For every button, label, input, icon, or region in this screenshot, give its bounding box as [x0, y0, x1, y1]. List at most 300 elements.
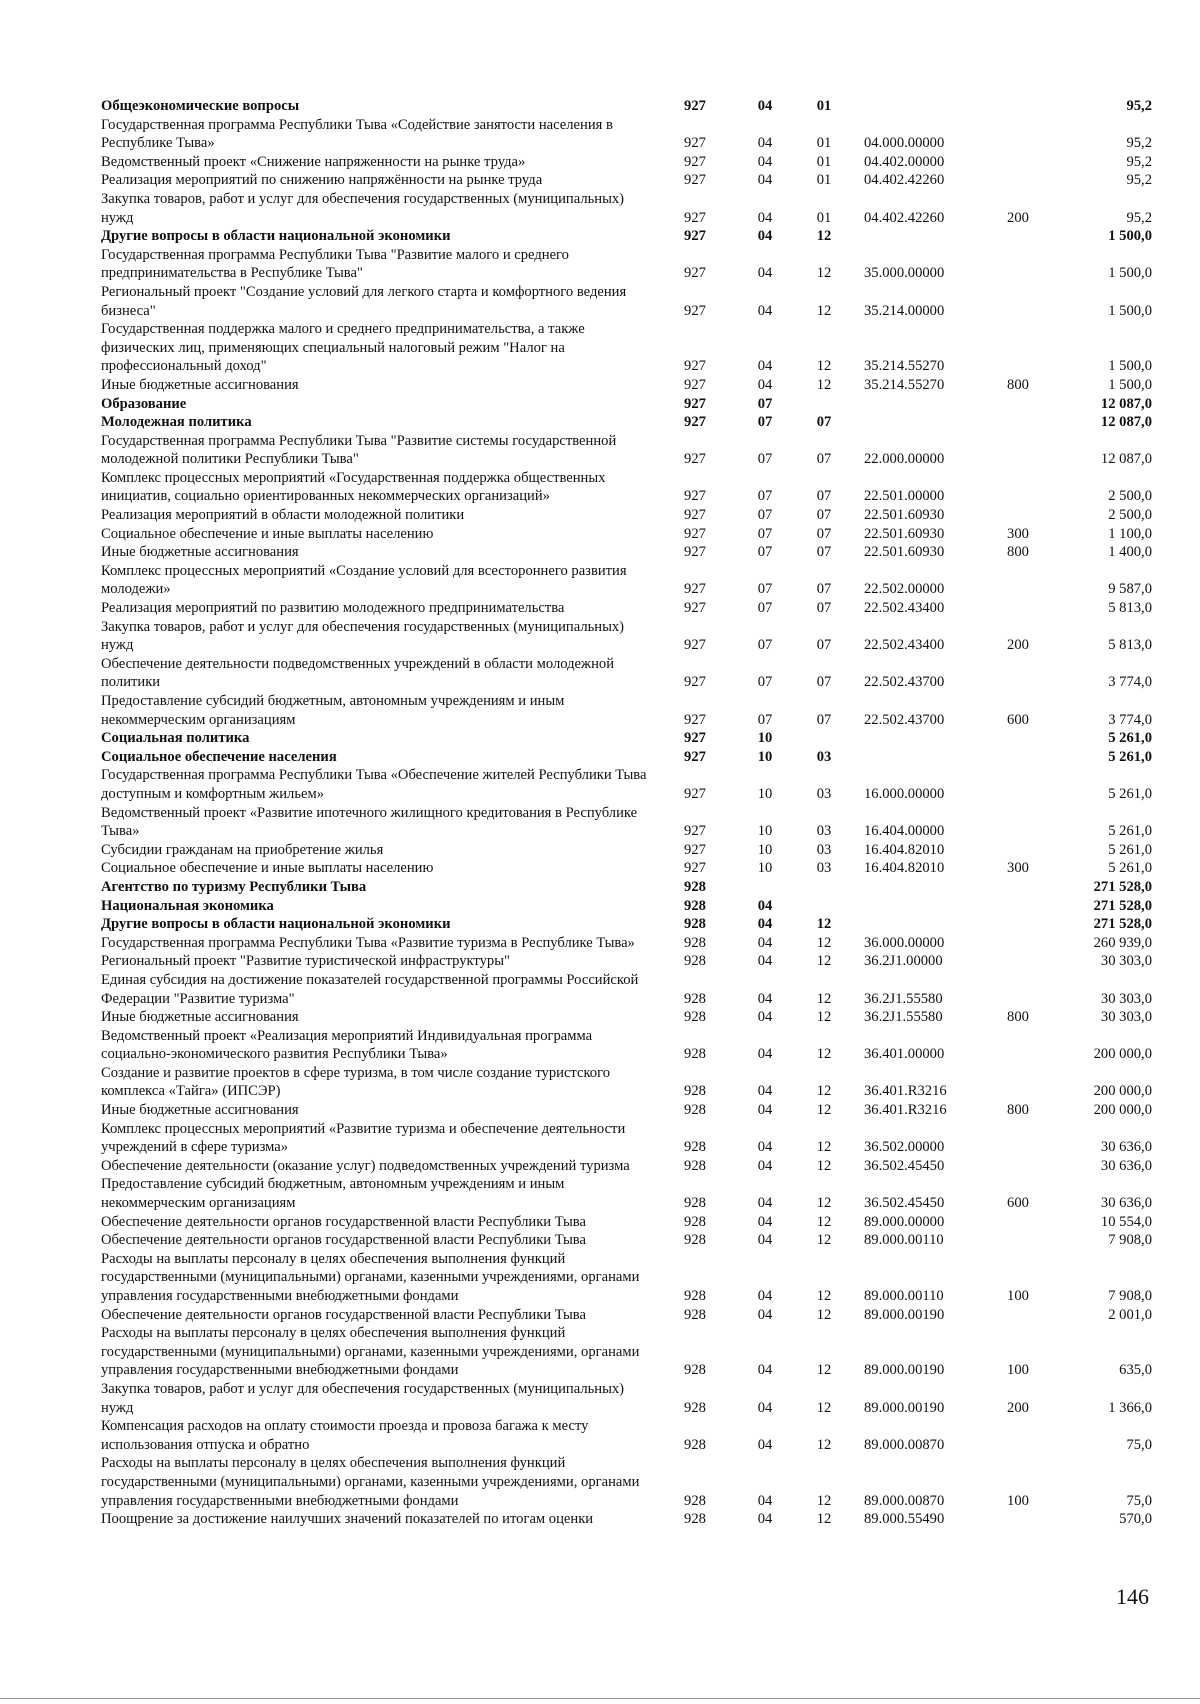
row-expense-type: [984, 1510, 1052, 1529]
row-target-article: 35.214.00000: [864, 302, 945, 319]
row-amount: 2 500,0: [1108, 488, 1152, 505]
row-name: Реализация мероприятий по снижению напряжённости на рынке труда: [101, 172, 543, 189]
row-target-article: 22.502.43700: [864, 711, 945, 728]
row-ministry-code: 928: [684, 990, 706, 1007]
row-section-code: 07: [757, 395, 773, 412]
table-row: [101, 859, 1152, 878]
row-name: Поощрение за достижение наилучших значений показателей по итогам оценки: [101, 1511, 594, 1528]
row-section-code: 04: [757, 1046, 773, 1063]
row-ministry-code: 928: [684, 1083, 706, 1100]
table-row: [101, 729, 1152, 748]
row-name: Социальная политика: [101, 730, 250, 747]
row-expense-type: [984, 897, 1052, 916]
row-ministry-code: 927: [684, 451, 706, 468]
row-expense-type: [984, 599, 1052, 618]
table-row: [101, 525, 1152, 544]
row-subsection-code: 12: [816, 1139, 832, 1156]
row-subsection-code: 07: [816, 674, 832, 691]
row-subsection-code: [799, 395, 849, 414]
table-row: [101, 655, 1152, 692]
row-ministry-code: 928: [684, 1157, 706, 1174]
row-target-article: 04.402.00000: [864, 153, 945, 170]
row-expense-type: [984, 766, 1052, 803]
row-target-article: 35.214.55270: [864, 376, 945, 393]
row-subsection-code: 12: [816, 1083, 832, 1100]
row-section-code: 04: [757, 1139, 773, 1156]
row-target-article: 36.2J1.55580: [864, 1009, 943, 1026]
row-ministry-code: 928: [684, 1195, 706, 1212]
row-ministry-code: 928: [684, 1102, 706, 1119]
row-amount: 570,0: [1119, 1511, 1152, 1528]
row-target-article: 35.214.55270: [864, 358, 945, 375]
row-name: Государственная программа Республики Тыва "Развитие малого и среднего предпринимательства в Республике Тыва": [101, 246, 569, 282]
row-section-code: 04: [757, 135, 773, 152]
row-expense-type: [984, 1120, 1052, 1157]
table-row: [101, 878, 1152, 897]
row-name: Комплекс процессных мероприятий «Создание условий для всестороннего развития молодежи»: [101, 562, 627, 598]
row-amount: 30 303,0: [1100, 953, 1152, 970]
row-subsection-code: 07: [816, 525, 832, 542]
row-amount: 30 303,0: [1100, 990, 1152, 1007]
row-subsection-code: 12: [816, 1362, 832, 1379]
row-name: Ведомственный проект «Развитие ипотечного жилищного кредитования в Республике Тыва»: [101, 804, 638, 840]
table-row: [101, 1231, 1152, 1250]
row-expense-type: [984, 116, 1052, 153]
row-name: Расходы на выплаты персоналу в целях обеспечения выполнения функций государственными (муниципальными) органами, казенными учреждениями, органами управления государственными внебюджетными фондами: [101, 1455, 640, 1509]
row-subsection-code: 12: [816, 265, 832, 282]
row-target-article: 36.401.R3216: [864, 1083, 947, 1100]
row-subsection-code: 12: [816, 1511, 832, 1528]
row-ministry-code: 928: [684, 878, 706, 895]
row-ministry-code: 927: [684, 507, 706, 524]
table-row: [101, 153, 1152, 172]
row-amount: 75,0: [1126, 1436, 1152, 1453]
row-target-article: 89.000.00190: [864, 1306, 945, 1323]
row-target-article: 22.502.00000: [864, 581, 945, 598]
row-ministry-code: 927: [684, 860, 706, 877]
row-subsection-code: 12: [816, 990, 832, 1007]
row-name: Расходы на выплаты персоналу в целях обеспечения выполнения функций государственными (муниципальными) органами, казенными учреждениями, органами управления государственными внебюджетными фондами: [101, 1250, 640, 1304]
row-section-code: 04: [757, 358, 773, 375]
row-name: Реализация мероприятий по развитию молодежного предпринимательства: [101, 600, 565, 617]
row-ministry-code: 928: [684, 916, 706, 933]
row-amount: 5 813,0: [1108, 637, 1152, 654]
row-name: Общеэкономические вопросы: [101, 98, 300, 114]
row-ministry-code: 927: [684, 302, 706, 319]
table-row: [101, 116, 1152, 153]
row-section-code: 04: [757, 302, 773, 319]
row-subsection-code: 03: [816, 785, 832, 802]
row-expense-type: 800: [1007, 544, 1029, 561]
row-amount: 30 636,0: [1100, 1195, 1152, 1212]
table-row: [101, 599, 1152, 618]
row-target-article: 89.000.00870: [864, 1436, 945, 1453]
row-ministry-code: 928: [684, 1306, 706, 1323]
row-amount: 12 087,0: [1100, 414, 1152, 431]
row-subsection-code: 01: [816, 135, 832, 152]
row-subsection-code: 03: [816, 823, 832, 840]
row-expense-type: [984, 395, 1052, 414]
row-amount: 5 261,0: [1108, 841, 1152, 858]
row-expense-type: 600: [1007, 711, 1029, 728]
row-section-code: 10: [757, 730, 773, 747]
row-target-article: 22.501.60930: [864, 525, 945, 542]
row-name: Закупка товаров, работ и услуг для обеспечения государственных (муниципальных) нужд: [101, 1380, 625, 1416]
row-name: Обеспечение деятельности органов государственной власти Республики Тыва: [101, 1232, 586, 1249]
row-ministry-code: 928: [684, 1288, 706, 1304]
row-target-article: 22.000.00000: [864, 451, 945, 468]
row-subsection-code: 07: [816, 711, 832, 728]
row-ministry-code: 927: [684, 395, 706, 412]
row-subsection-code: 12: [816, 1102, 832, 1119]
row-ministry-code: 927: [684, 414, 706, 431]
row-subsection-code: 12: [816, 953, 832, 970]
row-section-code: 04: [757, 228, 773, 245]
row-section-code: 07: [757, 488, 773, 505]
row-expense-type: 300: [1007, 860, 1029, 877]
row-amount: 1 400,0: [1108, 544, 1152, 561]
table-row: [101, 1120, 1152, 1157]
row-amount: 260 939,0: [1093, 934, 1152, 951]
row-subsection-code: 07: [816, 637, 832, 654]
row-section-code: 04: [757, 1083, 773, 1100]
table-row: [101, 1250, 1152, 1306]
row-target-article: 89.000.00000: [864, 1213, 945, 1230]
row-subsection-code: 07: [816, 581, 832, 598]
row-section-code: 04: [757, 1399, 773, 1416]
row-name: Государственная программа Республики Тыва «Обеспечение жителей Республики Тыва доступным и комфортным жильем»: [101, 767, 647, 802]
row-section-code: 04: [757, 1492, 773, 1509]
row-expense-type: [984, 841, 1052, 860]
row-section-code: 04: [757, 934, 773, 951]
row-ministry-code: 927: [684, 823, 706, 840]
row-name: Молодежная политика: [101, 414, 252, 431]
row-amount: 5 261,0: [1108, 730, 1152, 747]
row-name: Социальное обеспечение и иные выплаты населению: [101, 525, 434, 542]
row-expense-type: [984, 729, 1052, 748]
row-amount: 30 303,0: [1100, 1009, 1152, 1026]
row-subsection-code: 12: [816, 1492, 832, 1509]
row-target-article: 04.402.42260: [864, 209, 945, 226]
row-subsection-code: 12: [816, 376, 832, 393]
row-subsection-code: 03: [816, 860, 832, 877]
row-target-article: 22.501.00000: [864, 488, 945, 505]
table-row: [101, 692, 1152, 729]
row-name: Предоставление субсидий бюджетным, автономным учреждениям и иным некоммерческим организациям: [101, 1176, 565, 1212]
row-subsection-code: 12: [816, 358, 832, 375]
row-amount: 30 636,0: [1100, 1157, 1152, 1174]
row-ministry-code: 927: [684, 153, 706, 170]
row-name: Реализация мероприятий в области молодежной политики: [101, 507, 465, 524]
table-row: [101, 227, 1152, 246]
row-expense-type: [984, 1213, 1052, 1232]
row-ministry-code: 927: [684, 730, 706, 747]
row-amount: 271 528,0: [1093, 916, 1152, 933]
table-row: [101, 766, 1152, 803]
row-amount: 271 528,0: [1093, 897, 1152, 914]
table-row: [101, 934, 1152, 953]
row-target-article: 89.000.00110: [864, 1288, 944, 1304]
row-amount: 95,2: [1126, 98, 1152, 114]
row-subsection-code: 07: [816, 544, 832, 561]
row-subsection-code: 12: [816, 302, 832, 319]
row-amount: 12 087,0: [1100, 395, 1152, 412]
row-subsection-code: 12: [816, 1157, 832, 1174]
row-expense-type: [984, 171, 1052, 190]
row-expense-type: 800: [1007, 1102, 1029, 1119]
row-target-article: 36.2J1.55580: [864, 990, 943, 1007]
row-name: Другие вопросы в области национальной экономики: [101, 228, 451, 245]
row-section-code: 04: [757, 1232, 773, 1249]
row-expense-type: [984, 1417, 1052, 1454]
row-target-article: 04.402.42260: [864, 172, 945, 189]
row-target-article: 22.501.60930: [864, 544, 945, 561]
row-ministry-code: 928: [684, 1046, 706, 1063]
row-amount: 2 500,0: [1108, 507, 1152, 524]
row-section-code: 04: [757, 376, 773, 393]
row-name: Иные бюджетные ассигнования: [101, 376, 299, 393]
row-ministry-code: 927: [684, 748, 706, 765]
row-target-article: [849, 227, 984, 246]
table-row: [101, 320, 1152, 376]
row-ministry-code: 928: [684, 1009, 706, 1026]
row-subsection-code: 07: [816, 507, 832, 524]
row-expense-type: [984, 1231, 1052, 1250]
row-amount: 200 000,0: [1093, 1083, 1152, 1100]
row-section-code: 07: [757, 711, 773, 728]
row-name: Региональный проект "Развитие туристической инфраструктуры": [101, 953, 510, 970]
row-amount: 95,2: [1126, 153, 1152, 170]
row-subsection-code: 12: [816, 228, 832, 245]
budget-table: [101, 97, 1152, 1529]
table-row: [101, 469, 1152, 506]
table-row: [101, 97, 1152, 116]
table-row: [101, 432, 1152, 469]
row-amount: 5 261,0: [1108, 785, 1152, 802]
row-expense-type: [984, 432, 1052, 469]
row-ministry-code: 927: [684, 711, 706, 728]
row-amount: 95,2: [1126, 172, 1152, 189]
row-ministry-code: 928: [684, 1213, 706, 1230]
row-section-code: 04: [757, 1436, 773, 1453]
row-name: Государственная программа Республики Тыва «Развитие туризма в Республике Тыва»: [101, 934, 635, 951]
row-amount: 7 908,0: [1108, 1232, 1152, 1249]
row-subsection-code: 07: [816, 600, 832, 617]
row-name: Закупка товаров, работ и услуг для обеспечения государственных (муниципальных) нужд: [101, 618, 625, 654]
row-subsection-code: 12: [816, 1399, 832, 1416]
table-row: [101, 1175, 1152, 1212]
row-section-code: 04: [757, 1288, 773, 1304]
row-section-code: 10: [757, 785, 773, 802]
table-row: [101, 1027, 1152, 1064]
row-subsection-code: 12: [816, 1232, 832, 1249]
row-name: Социальное обеспечение населения: [101, 748, 337, 765]
row-target-article: 16.404.00000: [864, 823, 945, 840]
row-name: Обеспечение деятельности (оказание услуг) подведомственных учреждений туризма: [101, 1157, 630, 1174]
row-name: Региональный проект "Создание условий для легкого старта и комфортного ведения бизнеса": [101, 283, 627, 319]
row-section-code: 07: [757, 525, 773, 542]
row-amount: 5 261,0: [1108, 860, 1152, 877]
row-target-article: 22.501.60930: [864, 507, 945, 524]
row-subsection-code: 12: [816, 934, 832, 951]
row-ministry-code: 927: [684, 265, 706, 282]
row-ministry-code: 928: [684, 1492, 706, 1509]
row-amount: 1 500,0: [1108, 376, 1152, 393]
row-amount: 3 774,0: [1108, 674, 1152, 691]
row-expense-type: [984, 97, 1052, 116]
row-amount: 1 366,0: [1108, 1399, 1152, 1416]
row-subsection-code: 12: [816, 916, 832, 933]
row-target-article: 89.000.00870: [864, 1492, 945, 1509]
table-row: [101, 841, 1152, 860]
row-ministry-code: 928: [684, 1511, 706, 1528]
row-ministry-code: 927: [684, 228, 706, 245]
row-amount: 10 554,0: [1100, 1213, 1152, 1230]
table-row: [101, 413, 1152, 432]
row-target-article: [849, 915, 984, 934]
row-name: Предоставление субсидий бюджетным, автономным учреждениям и иным некоммерческим организациям: [101, 693, 565, 728]
table-row: [101, 897, 1152, 916]
row-expense-type: [984, 506, 1052, 525]
row-name: Закупка товаров, работ и услуг для обеспечения государственных (муниципальных) нужд: [101, 190, 625, 226]
row-section-code: 04: [757, 98, 773, 114]
row-amount: 200 000,0: [1093, 1102, 1152, 1119]
row-expense-type: 300: [1007, 525, 1029, 542]
row-expense-type: [984, 562, 1052, 599]
row-section-code: 04: [757, 1306, 773, 1323]
row-ministry-code: 927: [684, 785, 706, 802]
row-section-code: 04: [757, 1102, 773, 1119]
row-ministry-code: 927: [684, 358, 706, 375]
row-amount: 2 001,0: [1108, 1306, 1152, 1323]
row-section-code: 04: [757, 1195, 773, 1212]
row-target-article: [849, 748, 984, 767]
row-expense-type: 200: [1007, 637, 1029, 654]
row-target-article: 16.404.82010: [864, 860, 945, 877]
row-section-code: 04: [757, 1362, 773, 1379]
row-expense-type: 800: [1007, 1009, 1029, 1026]
table-row: [101, 1064, 1152, 1101]
row-subsection-code: 07: [816, 451, 832, 468]
row-target-article: 89.000.00110: [864, 1232, 944, 1249]
row-amount: 200 000,0: [1093, 1046, 1152, 1063]
row-subsection-code: 12: [816, 1436, 832, 1453]
table-row: [101, 376, 1152, 395]
row-name: Ведомственный проект «Снижение напряженности на рынке труда»: [101, 153, 526, 170]
row-target-article: 89.000.00190: [864, 1399, 945, 1416]
row-section-code: 07: [757, 600, 773, 617]
row-amount: 1 500,0: [1108, 265, 1152, 282]
row-subsection-code: 01: [816, 209, 832, 226]
row-amount: 1 500,0: [1108, 358, 1152, 375]
row-target-article: 04.000.00000: [864, 135, 945, 152]
row-section-code: 07: [757, 414, 773, 431]
row-expense-type: 600: [1007, 1195, 1029, 1212]
table-row: [101, 971, 1152, 1008]
row-ministry-code: 927: [684, 841, 706, 858]
row-section-code: 07: [757, 544, 773, 561]
row-subsection-code: 03: [816, 841, 832, 858]
row-section-code: 04: [757, 1511, 773, 1528]
row-name: Образование: [101, 395, 187, 412]
row-section-code: 10: [757, 823, 773, 840]
row-name: Государственная поддержка малого и среднего предпринимательства, а также физических лиц, применяющих специальный налоговый режим "Налог на профессиональный доход": [101, 321, 585, 375]
row-target-article: 22.502.43400: [864, 637, 945, 654]
row-expense-type: 100: [1007, 1492, 1029, 1509]
row-name: Государственная программа Республики Тыва "Развитие системы государственной молодежной политики Республики Тыва": [101, 432, 617, 468]
row-ministry-code: 927: [684, 674, 706, 691]
row-ministry-code: 928: [684, 1436, 706, 1453]
row-name: Единая субсидия на достижение показателей государственной программы Российской Федерации "Развитие туризма": [101, 971, 639, 1007]
row-name: Расходы на выплаты персоналу в целях обеспечения выполнения функций государственными (муниципальными) органами, казенными учреждениями, органами управления государственными внебюджетными фондами: [101, 1325, 640, 1379]
row-ministry-code: 927: [684, 637, 706, 654]
row-section-code: 04: [757, 172, 773, 189]
row-expense-type: [984, 1306, 1052, 1325]
row-section-code: 07: [757, 581, 773, 598]
row-amount: 9 587,0: [1108, 581, 1152, 598]
row-subsection-code: [799, 897, 849, 916]
row-section-code: 10: [757, 860, 773, 877]
row-expense-type: [984, 246, 1052, 283]
row-amount: 271 528,0: [1093, 878, 1152, 895]
row-target-article: 22.502.43400: [864, 600, 945, 617]
row-amount: 75,0: [1126, 1492, 1152, 1509]
row-ministry-code: 928: [684, 934, 706, 951]
table-row: [101, 395, 1152, 414]
row-target-article: 16.000.00000: [864, 785, 945, 802]
row-subsection-code: 12: [816, 1195, 832, 1212]
row-expense-type: [984, 227, 1052, 246]
row-expense-type: [984, 413, 1052, 432]
row-name: Иные бюджетные ассигнования: [101, 1102, 299, 1119]
row-subsection-code: 07: [816, 488, 832, 505]
row-section-code: [731, 878, 799, 897]
row-expense-type: 100: [1007, 1362, 1029, 1379]
row-expense-type: [984, 915, 1052, 934]
row-amount: 95,2: [1126, 135, 1152, 152]
row-section-code: 07: [757, 507, 773, 524]
row-name: Национальная экономика: [101, 897, 274, 914]
row-section-code: 04: [757, 897, 773, 914]
row-subsection-code: 07: [816, 414, 832, 431]
row-expense-type: 200: [1007, 1399, 1029, 1416]
row-amount: 5 813,0: [1108, 600, 1152, 617]
row-ministry-code: 927: [684, 544, 706, 561]
table-row: [101, 1101, 1152, 1120]
row-amount: 5 261,0: [1108, 748, 1152, 765]
row-target-article: 36.502.45450: [864, 1157, 945, 1174]
row-subsection-code: 01: [816, 153, 832, 170]
row-amount: 95,2: [1126, 209, 1152, 226]
row-expense-type: 200: [1007, 209, 1029, 226]
row-ministry-code: 927: [684, 525, 706, 542]
row-ministry-code: 927: [684, 209, 706, 226]
row-subsection-code: 12: [816, 1306, 832, 1323]
row-name: Агентство по туризму Республики Тыва: [101, 878, 367, 895]
row-ministry-code: 927: [684, 581, 706, 598]
row-ministry-code: 927: [684, 172, 706, 189]
row-section-code: 07: [757, 637, 773, 654]
row-expense-type: [984, 971, 1052, 1008]
table-row: [101, 1324, 1152, 1380]
row-ministry-code: 927: [684, 488, 706, 505]
row-target-article: 36.502.45450: [864, 1195, 945, 1212]
row-ministry-code: 927: [684, 376, 706, 393]
row-amount: 30 636,0: [1100, 1139, 1152, 1156]
table-row: [101, 1510, 1152, 1529]
row-amount: 3 774,0: [1108, 711, 1152, 728]
table-row: [101, 1008, 1152, 1027]
